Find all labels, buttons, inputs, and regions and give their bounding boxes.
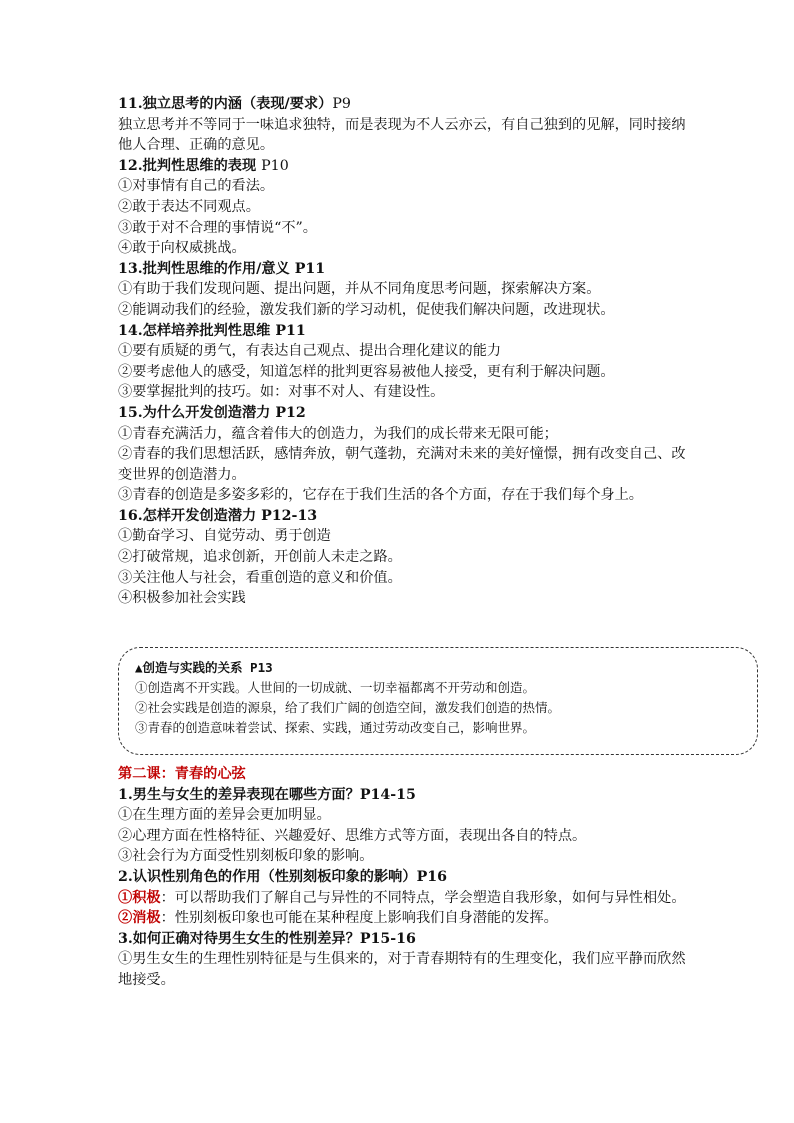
- callout-item: ②社会实践是创造的源泉，给了我们广阔的创造空间，激发我们创造的热情。: [135, 700, 561, 715]
- document-body: [118, 94, 688, 609]
- page-ref: P11: [294, 260, 326, 277]
- list-item: ④积极参加社会实践: [118, 590, 246, 607]
- positive-effect: [118, 888, 688, 909]
- page-ref: P12: [275, 404, 306, 421]
- list-item: ③社会行为方面受性别刻板印象的影响。: [118, 848, 374, 865]
- list-item: ③要掌握批判的技巧。如：对事不对人、有建设性。: [118, 384, 445, 401]
- list-item: ①青春充满活力，蕴含着伟大的创造力，为我们的成长带来无限可能；: [118, 425, 558, 442]
- list-item: ③敢于对不合理的事情说“不”。: [118, 219, 317, 236]
- callout-item: ①创造离不开实践。人世间的一切成就、一切幸福都离不开劳动和创造。: [135, 680, 536, 695]
- question-3-heading: [118, 929, 688, 950]
- section-14-heading: [118, 321, 688, 342]
- section-13-heading: [118, 259, 688, 280]
- section-11-heading: [118, 94, 688, 115]
- page-ref: P10: [261, 157, 289, 174]
- question-1-heading: [118, 785, 688, 806]
- list-item: ②青春的我们思想活跃，感情奔放，朝气蓬勃，充满对未来的美好憧憬，拥有改变自己、改变世界的创造潜力。: [118, 446, 686, 483]
- section-16-heading: [118, 506, 688, 527]
- section-11-title: 11.独立思考的内涵（表现/要求）: [118, 96, 333, 112]
- page-ref: P9: [332, 96, 351, 112]
- negative-effect: [118, 908, 688, 929]
- question-3-title: 3.如何正确对待男生女生的性别差异？: [118, 930, 360, 947]
- callout-title: ▲创造与实践的关系 P13: [135, 660, 273, 675]
- list-item: ②能调动我们的经验，激发我们新的学习动机，促使我们解决问题，改进现状。: [118, 301, 615, 318]
- positive-label: ①积极: [118, 889, 161, 906]
- list-item: ①有助于我们发现问题、提出问题，并从不同角度思考问题，探索解决方案。: [118, 281, 601, 298]
- section-11-text: 独立思考并不等同于一味追求独特，而是表现为不人云亦云，有自己独到的见解，同时接纳他人合理、正确的意见。: [118, 116, 686, 154]
- list-item: ②敢于表达不同观点。: [118, 198, 260, 215]
- list-item: ①要有质疑的勇气，有表达自己观点、提出合理化建议的能力: [118, 343, 502, 360]
- page-ref: P11: [275, 322, 306, 339]
- callout-item: ③青春的创造意味着尝试、探索、实践，通过劳动改变自己，影响世界。: [135, 720, 536, 735]
- creation-practice-callout: [118, 647, 758, 755]
- page-ref: P16: [416, 868, 447, 885]
- lesson-2-title: 第二课：青春的心弦: [118, 766, 246, 782]
- section-13-title: 13.批判性思维的作用/意义: [118, 260, 290, 277]
- list-item: ①在生理方面的差异会更加明显。: [118, 807, 331, 824]
- list-item: ①勤奋学习、自觉劳动、勇于创造: [118, 528, 331, 545]
- list-item: ①对事情有自己的看法。: [118, 178, 275, 195]
- list-item: ②打破常规，追求创新，开创前人未走之路。: [118, 549, 402, 566]
- section-15-heading: [118, 403, 688, 424]
- negative-label: ②消极: [118, 910, 161, 927]
- page-ref: P12-13: [261, 507, 318, 524]
- question-1-title: 1.男生与女生的差异表现在哪些方面？: [118, 786, 360, 803]
- lesson-2-section: [118, 764, 688, 991]
- section-16-title: 16.怎样开发创造潜力: [118, 507, 257, 524]
- page-ref: P15-16: [359, 930, 416, 947]
- list-item: ②心理方面在性格特征、兴趣爱好、思维方式等方面，表现出各自的特点。: [118, 827, 587, 844]
- positive-text: ：可以帮助我们了解自己与异性的不同特点，学会塑造自我形象，如何与异性相处。: [160, 889, 686, 906]
- question-2-title: 2.认识性别角色的作用（性别刻板印象的影响）: [118, 868, 417, 885]
- list-item: ②要考虑他人的感受，知道怎样的批判更容易被他人接受，更有利于解决问题。: [118, 363, 615, 380]
- question-2-heading: [118, 867, 688, 888]
- page-ref: P14-15: [359, 786, 416, 803]
- section-12-heading: [118, 156, 688, 177]
- negative-text: ：性别刻板印象也可能在某种程度上影响我们自身潜能的发挥。: [160, 910, 558, 927]
- list-item: ①男生女生的生理性别特征是与生俱来的，对于青春期特有的生理变化，我们应平静而欣然地接受。: [118, 951, 686, 988]
- section-15-title: 15.为什么开发创造潜力: [118, 404, 271, 421]
- section-14-title: 14.怎样培养批判性思维: [118, 322, 271, 339]
- section-12-title: 12.批判性思维的表现: [118, 157, 257, 174]
- list-item: ③青春的创造是多姿多彩的，它存在于我们生活的各个方面，存在于我们每个身上。: [118, 487, 643, 504]
- list-item: ④敢于向权威挑战。: [118, 240, 246, 257]
- list-item: ③关注他人与社会，看重创造的意义和价值。: [118, 569, 402, 586]
